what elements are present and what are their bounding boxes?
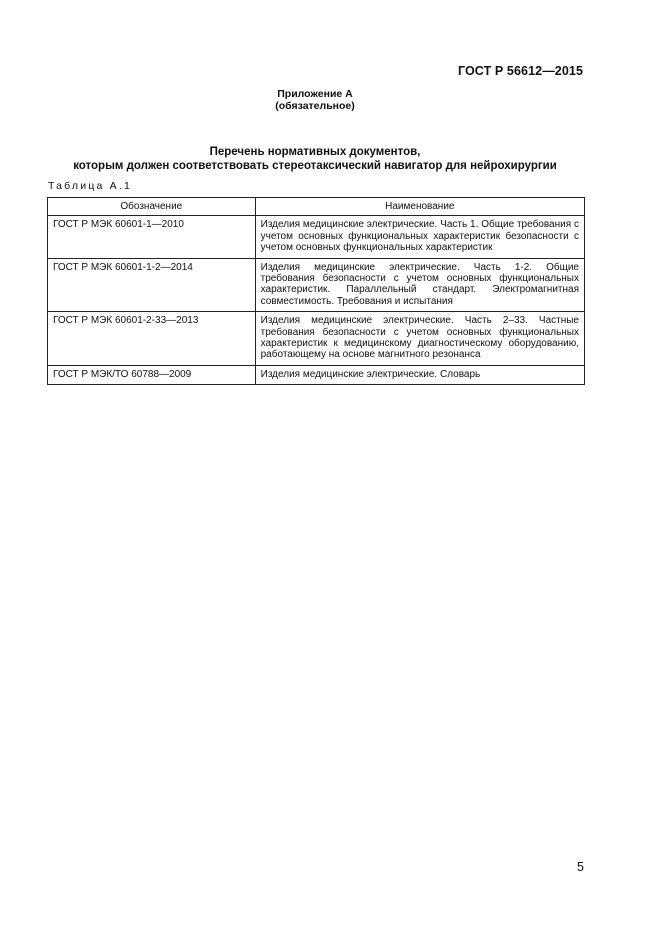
standard-designation-header: ГОСТ Р 56612—2015 bbox=[457, 64, 583, 78]
normative-documents-table bbox=[47, 197, 585, 385]
table-row bbox=[48, 216, 585, 258]
table-caption: Таблица А.1 bbox=[48, 180, 133, 192]
row-name: Изделия медицинские электрические. Словарь bbox=[255, 365, 584, 384]
column-header-name: Наименование bbox=[255, 198, 584, 216]
column-header-designation: Обозначение bbox=[48, 198, 256, 216]
row-name: Изделия медицинские электрические. Часть 1-2. Общие требования безопасности с учетом основных функциональных характеристик. Параллельный стандарт. Электромагнитная совместимость. Требования и испытания bbox=[255, 258, 584, 312]
row-designation: ГОСТ Р МЭК/ТО 60788—2009 bbox=[48, 365, 256, 384]
list-title-line-2: которым должен соответствовать стереотаксический навигатор для нейрохирургии bbox=[73, 160, 557, 172]
list-title-line-1: Перечень нормативных документов, bbox=[209, 146, 421, 158]
table-row bbox=[48, 365, 585, 384]
annex-status: (обязательное) bbox=[275, 100, 355, 112]
annex-title: Приложение А bbox=[277, 88, 353, 100]
row-name: Изделия медицинские электрические. Часть 1. Общие требования с учетом основных функциональных характеристик безопасности с учетом основных функциональных характеристик bbox=[255, 216, 584, 258]
row-designation: ГОСТ Р МЭК 60601-1-2—2014 bbox=[48, 258, 256, 312]
row-name: Изделия медицинские электрические. Часть 2–33. Частные требования безопасности с учетом основных функциональных характеристик к медицинскому диагностическому оборудованию, работающему на основе магнитного резонанса bbox=[255, 312, 584, 366]
table-header-row bbox=[48, 198, 585, 216]
row-designation: ГОСТ Р МЭК 60601-2-33—2013 bbox=[48, 312, 256, 366]
table-row bbox=[48, 258, 585, 312]
page-number: 5 bbox=[577, 860, 584, 874]
table-row bbox=[48, 312, 585, 366]
row-designation: ГОСТ Р МЭК 60601-1—2010 bbox=[48, 216, 256, 258]
